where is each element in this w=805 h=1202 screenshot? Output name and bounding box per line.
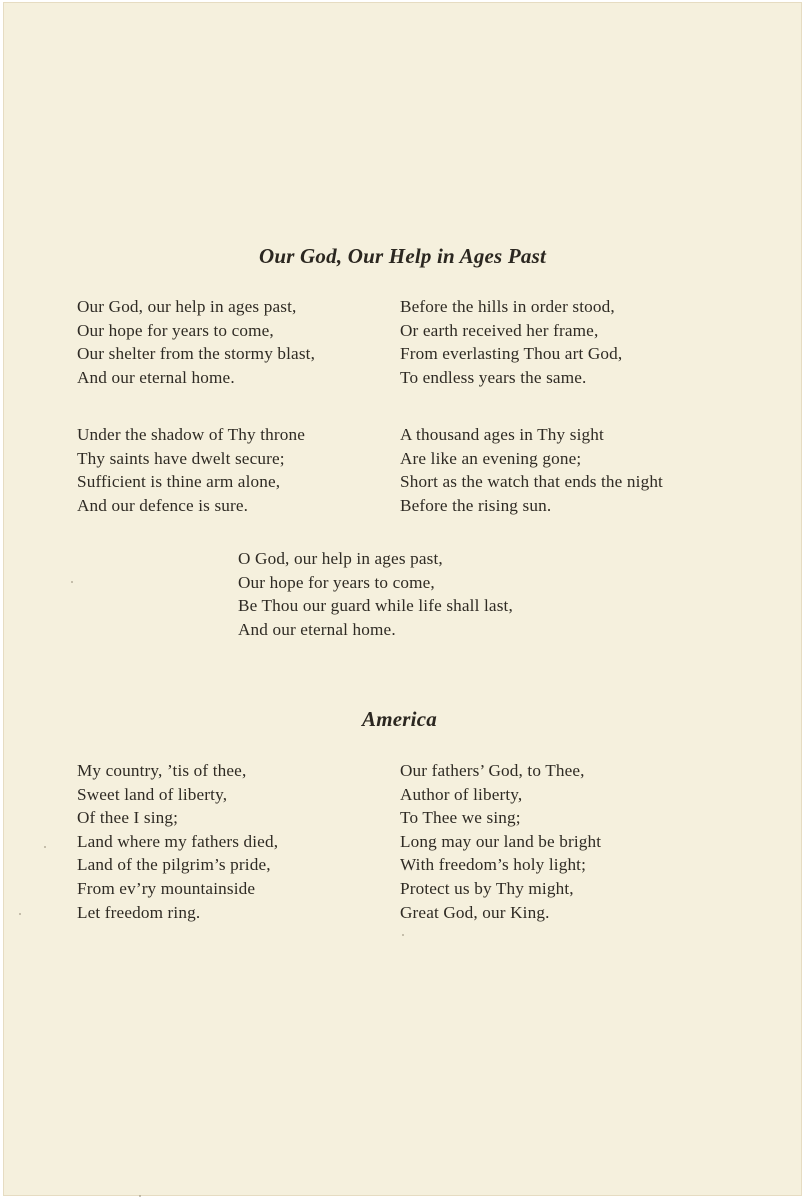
hymn-title-america: America: [362, 707, 437, 731]
verse-line: Before the hills in order stood,: [400, 297, 615, 316]
paper-speck: [71, 581, 73, 583]
verse-line: Thy saints have dwelt secure;: [77, 448, 285, 468]
paper-speck: [19, 913, 21, 915]
stanza-1: [77, 295, 315, 389]
verse-line: Long may our land be bright: [400, 831, 602, 851]
verse-line: Or earth received her frame,: [400, 320, 599, 340]
verse-line: Our God, our help in ages past,: [77, 297, 297, 316]
verse-line: A thousand ages in Thy sight: [400, 425, 604, 444]
verse-line: And our defence is sure.: [77, 495, 249, 515]
verse-line: From everlasting Thou art God,: [400, 344, 623, 364]
verse-line: Are like an evening gone;: [400, 448, 582, 468]
verse-line: Our hope for years to come,: [238, 572, 435, 592]
verse-line: Sweet land of liberty,: [77, 784, 228, 804]
verse-line: To Thee we sing;: [400, 808, 521, 828]
stanza-2: [400, 295, 622, 389]
stanza-3: [77, 423, 305, 517]
verse-line: Sufficient is thine arm alone,: [77, 472, 281, 492]
verse-line: Short as the watch that ends the night: [400, 472, 663, 492]
verse-line: Land of the pilgrim’s pride,: [77, 855, 271, 875]
verse-line: Author of liberty,: [400, 784, 523, 804]
paper-speck: [139, 1195, 141, 1197]
verse-line: And our eternal home.: [238, 619, 396, 639]
verse-line: From ev’ry mountainside: [77, 878, 256, 898]
verse-line: Our shelter from the stormy blast,: [77, 344, 316, 364]
hymn-title-our-god: Our God, Our Help in Ages Past: [258, 244, 546, 268]
paper-speck: [402, 934, 404, 936]
verse-line: Our hope for years to come,: [77, 320, 274, 340]
stanza-america-2: [400, 759, 601, 924]
stanza-america-1: [77, 759, 278, 924]
stanza-5: [238, 547, 513, 641]
verse-line: Great God, our King.: [400, 902, 550, 922]
verse-line: Be Thou our guard while life shall last,: [238, 596, 513, 616]
verse-line: My country, ’tis of thee,: [77, 761, 247, 780]
verse-line: And our eternal home.: [77, 367, 235, 387]
verse-line: Let freedom ring.: [77, 902, 201, 922]
verse-line: O God, our help in ages past,: [238, 549, 443, 568]
verse-line: Our fathers’ God, to Thee,: [400, 761, 585, 780]
verse-line: Of thee I sing;: [77, 808, 179, 828]
stanza-4: [400, 423, 663, 517]
verse-line: To endless years the same.: [400, 367, 587, 387]
verse-line: Protect us by Thy might,: [400, 878, 574, 898]
hymn-page: [3, 2, 802, 1196]
verse-line: Land where my fathers died,: [77, 831, 279, 851]
verse-line: With freedom’s holy light;: [400, 855, 587, 875]
paper-speck: [44, 846, 46, 848]
verse-line: Before the rising sun.: [400, 495, 552, 515]
verse-line: Under the shadow of Thy throne: [77, 425, 306, 444]
